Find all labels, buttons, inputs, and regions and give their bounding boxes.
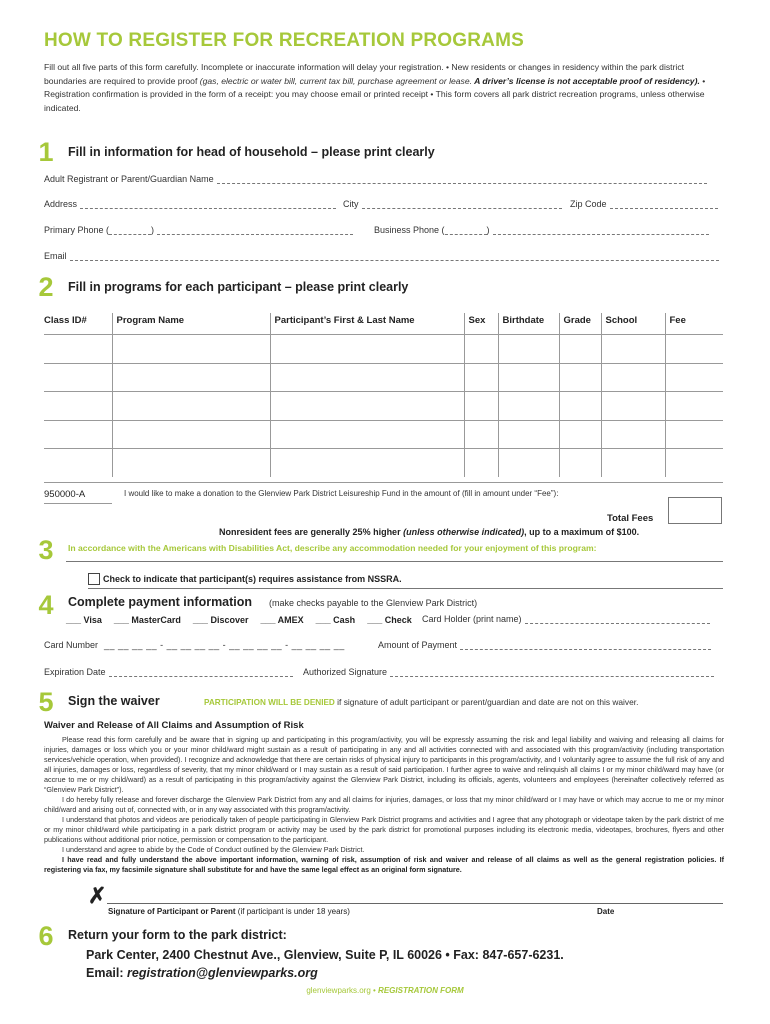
primary-phone-field[interactable] — [44, 225, 353, 235]
cell[interactable] — [112, 363, 270, 392]
authorized-signature-line[interactable] — [390, 668, 714, 677]
cell[interactable] — [464, 392, 498, 421]
table-row — [44, 335, 723, 364]
return-address: Park Center, 2400 Chestnut Ave., Glenview, Suite P, IL 60026 • Fax: 847-657-6231. — [86, 948, 564, 962]
section-1-number: 1 — [38, 137, 54, 167]
date-label: Date — [597, 907, 615, 916]
city-label: City — [343, 199, 359, 209]
cell[interactable] — [464, 335, 498, 364]
email-label: Email — [44, 251, 67, 261]
cell[interactable] — [601, 363, 665, 392]
amount-line[interactable] — [460, 641, 711, 650]
signature-label — [108, 907, 350, 916]
cell[interactable] — [270, 335, 464, 364]
cell[interactable] — [112, 335, 270, 364]
cell[interactable] — [601, 335, 665, 364]
section-2-heading: Fill in programs for each participant – please print clearly — [68, 280, 409, 294]
col-birthdate: Birthdate — [498, 313, 559, 335]
signature-label-bold: Signature of Participant or Parent — [108, 907, 236, 916]
x-signature-icon: ✗ — [88, 883, 107, 908]
waiver-title: Waiver and Release of All Claims and Assumption of Risk — [44, 720, 304, 731]
option-discover[interactable]: ___ Discover — [192, 615, 249, 625]
cell[interactable] — [112, 420, 270, 449]
city-line[interactable] — [362, 200, 562, 209]
cell[interactable] — [270, 392, 464, 421]
cell[interactable] — [464, 449, 498, 478]
nssra-underline — [88, 588, 723, 589]
cell[interactable] — [559, 449, 601, 478]
option-amex[interactable]: ___ AMEX — [260, 615, 304, 625]
payment-note: (make checks payable to the Glenview Park District) — [269, 598, 478, 608]
cell[interactable] — [112, 449, 270, 478]
expiration-line[interactable] — [109, 668, 293, 677]
authorized-signature-field[interactable] — [303, 667, 714, 677]
waiver-paragraph: I do hereby fully release and forever discharge the Glenview Park District from any and all claims for injuries, damages, or loss that my minor child/ward or I may have or which may accrue to me or my minor child/ward and arising out of, connected with, or in any way associated with this program/activity. — [44, 795, 724, 814]
signature-line[interactable] — [107, 903, 723, 904]
intro-part2: • Registration confirmation is provided in the form of a receipt: you may choose email or printed receipt • This form covers all park district recreation programs, unless otherwise indicated. — [44, 75, 706, 113]
section-5-number: 5 — [38, 687, 54, 717]
donation-text: I would like to make a donation to the Glenview Park District Leisureship Fund in the amount of (fill in amount under “Fee”): — [124, 489, 559, 498]
option-mastercard[interactable]: ___ MasterCard — [113, 615, 181, 625]
cell[interactable] — [464, 363, 498, 392]
cell[interactable] — [44, 363, 112, 392]
option-visa[interactable]: ___ Visa — [66, 615, 102, 625]
primary-phone-label: Primary Phone ( — [44, 225, 110, 235]
card-holder-label: Card Holder (print name) — [422, 614, 522, 624]
table-row — [44, 420, 723, 449]
table-row — [44, 392, 723, 421]
nonresident-note — [219, 527, 639, 537]
ada-text: In accordance with the Americans with Disabilities Act, describe any accommodation needed for your enjoyment of this program: — [68, 543, 597, 553]
cell[interactable] — [44, 392, 112, 421]
payment-options — [66, 615, 412, 625]
waiver-paragraph-bold: I have read and fully understand the above important information, warning of risk, assumption of risk and waiver and release of all claims as well as the general registration policies. If registering via fax, my facsimile signature shall substitute for and have the same legal effect as an original form signature. — [44, 855, 724, 874]
cell[interactable] — [464, 420, 498, 449]
zip-line[interactable] — [610, 200, 718, 209]
cell[interactable] — [601, 392, 665, 421]
col-class-id: Class ID# — [44, 315, 87, 326]
adult-registrant-field[interactable] — [44, 174, 707, 184]
cell[interactable] — [44, 335, 112, 364]
nonresident-italic: (unless otherwise indicated) — [403, 527, 525, 537]
total-fees-box[interactable] — [668, 497, 722, 524]
business-phone-label: Business Phone ( — [374, 225, 445, 235]
page-title: HOW TO REGISTER FOR RECREATION PROGRAMS — [44, 30, 524, 51]
adult-registrant-label: Adult Registrant or Parent/Guardian Name — [44, 174, 214, 184]
denied-note — [204, 697, 638, 707]
expiration-field[interactable] — [44, 667, 293, 677]
cell[interactable] — [601, 449, 665, 478]
footer — [0, 986, 770, 995]
primary-phone-area[interactable] — [109, 226, 151, 235]
footer-site[interactable]: glenviewparks.org — [306, 986, 371, 995]
primary-phone-close: ) — [151, 225, 155, 235]
zip-label: Zip Code — [570, 199, 607, 209]
cell[interactable] — [498, 392, 559, 421]
cell[interactable] — [559, 335, 601, 364]
intro-text — [44, 61, 724, 115]
donation-row — [44, 482, 723, 504]
intro-part1: Fill out all five parts of this form carefully. Incomplete or inaccurate information will delay your registration. • New residents or changes in residency within the park district boundaries are required to provide proof — [44, 62, 685, 86]
waiver-paragraph: I understand that photos and videos are periodically taken of people participating in Glenview Park District programs and activities and I agree that any photograph or videotape taken by the park district of me or my minor child/ward while participating in a park district program or activity may be used by the park district for promotional purposes including its electronic media, videotapes, brochures, flyers and other publications without additional prior notice, permission or compensation to the participant. — [44, 815, 724, 844]
col-participant-name: Participant’s First & Last Name — [270, 313, 464, 335]
col-fee: Fee — [665, 313, 723, 335]
col-program-name: Program Name — [112, 313, 270, 335]
address-label: Address — [44, 199, 78, 209]
intro-bold-italic: A driver’s license is not acceptable proof of residency). — [472, 75, 700, 86]
option-check[interactable]: ___ Check — [367, 615, 412, 625]
section-6-heading: Return your form to the park district: — [68, 928, 287, 942]
waiver-paragraph: Please read this form carefully and be aware that in signing up and participating in this program/activity, you will be expressly assuming the risk and legal liability and waiving and releasing all claims for injuries, damages or loss which you or your minor child/ward might sustain as a result of participating in any and all activities connected with and associated with this program/activity (including transportation services/vehicle operation, when provided). I recognize and acknowledge that there are certain risks of physical injury to participants in this program/activity, and I voluntarily agree to assume the full risk of any and all injuries, damages or loss, regardless of severity, that my minor child/ward or I may sustain as a result of said participation. I further agree to waive and relinquish all claims I or my minor child/ward may have (or accrue to me or my child/ward) as a result of participating in this program/activity against the Glenview Park District, including its officials, agents, volunteers and employees (hereinafter collectively referred as “Glenview Park District”). — [44, 735, 724, 794]
section-2-number: 2 — [38, 272, 54, 302]
card-holder-line[interactable] — [525, 615, 710, 624]
amount-label: Amount of Payment — [378, 640, 458, 650]
cell[interactable] — [665, 335, 723, 364]
business-phone-field[interactable] — [374, 225, 709, 235]
city-field[interactable] — [343, 199, 562, 209]
cell[interactable] — [559, 420, 601, 449]
cell[interactable] — [270, 363, 464, 392]
cell[interactable] — [270, 420, 464, 449]
cell[interactable] — [44, 420, 112, 449]
programs-table — [44, 313, 723, 477]
cell[interactable] — [498, 335, 559, 364]
cell[interactable] — [559, 363, 601, 392]
cell[interactable] — [270, 449, 464, 478]
section-1-heading: Fill in information for head of household – please print clearly — [68, 145, 435, 159]
card-holder-field[interactable] — [422, 614, 710, 624]
col-grade: Grade — [559, 313, 601, 335]
col-sex: Sex — [464, 313, 498, 335]
card-number-field[interactable] — [44, 640, 345, 650]
cell[interactable] — [665, 420, 723, 449]
cell[interactable] — [665, 392, 723, 421]
business-phone-close: ) — [486, 225, 490, 235]
donation-code: 950000-A — [44, 489, 112, 504]
cell[interactable] — [601, 420, 665, 449]
denied-bold: PARTICIPATION WILL BE DENIED — [204, 698, 335, 707]
cell[interactable] — [665, 363, 723, 392]
business-phone-area[interactable] — [445, 226, 487, 235]
nonresident-prefix: Nonresident fees are generally 25% higher — [219, 527, 404, 537]
address-field[interactable] — [44, 199, 336, 209]
footer-form-name: REGISTRATION FORM — [378, 986, 464, 995]
cell[interactable] — [665, 449, 723, 478]
business-phone-line[interactable] — [493, 226, 709, 235]
return-email — [86, 966, 318, 980]
signature-label-rest: (if participant is under 18 years) — [235, 907, 350, 916]
email-field[interactable] — [44, 251, 719, 261]
total-fees-label: Total Fees — [607, 513, 654, 524]
table-row — [44, 363, 723, 392]
waiver-body — [44, 735, 724, 875]
cell[interactable] — [112, 392, 270, 421]
nonresident-suffix: , up to a maximum of $100. — [524, 527, 640, 537]
amount-field[interactable] — [378, 640, 711, 650]
card-number-blanks[interactable]: __ __ __ __ - __ __ __ __ - __ __ __ __ - __ __ __ __ — [104, 640, 345, 650]
cell[interactable] — [498, 420, 559, 449]
address-line[interactable] — [80, 200, 336, 209]
table-row — [44, 449, 723, 478]
section-6-number: 6 — [38, 921, 54, 951]
option-cash[interactable]: ___ Cash — [315, 615, 356, 625]
footer-sep: • — [370, 986, 379, 995]
expiration-label: Expiration Date — [44, 667, 106, 677]
section-5-heading: Sign the waiver — [68, 694, 160, 708]
ada-answer-line[interactable] — [66, 561, 723, 562]
cell[interactable] — [498, 363, 559, 392]
nssra-label: Check to indicate that participant(s) requires assistance from NSSRA. — [103, 574, 402, 584]
zip-field[interactable] — [570, 199, 718, 209]
nssra-checkbox[interactable] — [88, 573, 100, 585]
authorized-signature-label: Authorized Signature — [303, 667, 388, 677]
email-line[interactable] — [70, 252, 719, 261]
return-email-label: Email: — [86, 966, 127, 980]
intro-italic: (gas, electric or water bill, current tax bill, purchase agreement or lease. — [199, 75, 473, 86]
denied-rest: if signature of adult participant or parent/guardian and date are not on this waiver. — [334, 697, 639, 707]
card-number-label: Card Number — [44, 640, 99, 650]
cell[interactable] — [498, 449, 559, 478]
cell[interactable] — [44, 449, 112, 478]
adult-registrant-line[interactable] — [217, 175, 707, 184]
waiver-paragraph: I understand and agree to abide by the Code of Conduct outlined by the Glenview Park District. — [62, 845, 365, 854]
section-4-heading: Complete payment information — [68, 595, 253, 609]
col-school: School — [601, 313, 665, 335]
nssra-row — [88, 573, 402, 585]
section-3-number: 3 — [38, 535, 54, 565]
return-email-value[interactable]: registration@glenviewparks.org — [127, 966, 318, 980]
primary-phone-line[interactable] — [157, 226, 353, 235]
cell[interactable] — [559, 392, 601, 421]
section-4-number: 4 — [38, 590, 54, 620]
